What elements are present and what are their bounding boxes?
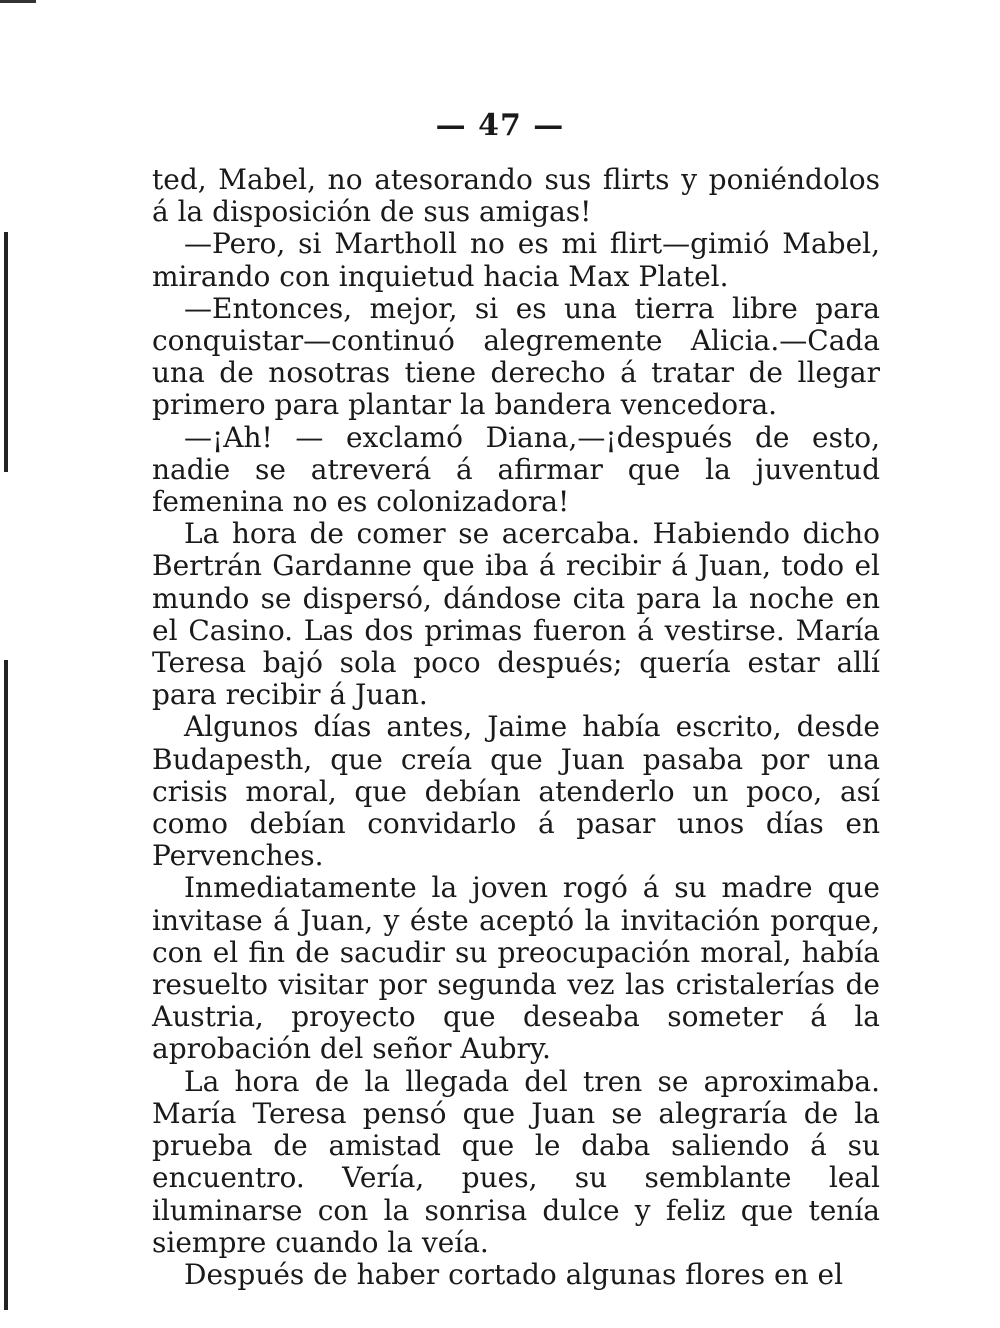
paragraph-7: Inmediatamente la joven rogó á su madre que invitase á Juan, y éste aceptó la invitación porque, con el fin de sacudir su preocupación moral, había resuelto visitar por segunda vez las cristalerías de Austria, proyecto que deseaba someter á la aprobación del señor Aubry. [152,871,880,1066]
paragraph-3: —Entonces, mejor, si es una tierra libre para conquistar—continuó alegremente Alicia.—Cada una de nosotras tiene derecho á tratar de llegar primero para plantar la bandera vencedora. [152,291,880,422]
paragraph-5: La hora de comer se acercaba. Habiendo dicho Bertrán Gardanne que iba á recibir á Juan, todo el mundo se dispersó, dándose cita para la noche en el Casino. Las dos primas fueron á vestirse. María Teresa bajó sola poco después; quería estar allí para recibir á Juan. [152,517,880,712]
paragraph-6: Algunos días antes, Jaime había escrito, desde Budapesth, que creía que Juan pasaba por una crisis moral, que debían atenderlo un poco, así como debían convidarlo á pasar unos días en Pervenches. [152,710,880,873]
scan-edge-mark [0,0,36,3]
paragraph-4: —¡Ah! — exclamó Diana,—¡después de esto, nadie se atreverá á afirmar que la juventud femenina no es colonizadora! [152,420,880,519]
body-text [152,164,880,1291]
page-number: — 47 — [435,108,565,143]
scan-edge-shadow-upper [4,232,8,472]
paragraph-1: ted, Mabel, no atesorando sus flirts y poniéndolos á la disposición de sus amigas! [152,163,880,229]
paragraph-2: —Pero, si Martholl no es mi flirt—gimió Mabel, mirando con inquietud hacia Max Platel. [152,227,880,293]
paragraph-8: La hora de la llegada del tren se aproximaba. María Teresa pensó que Juan se alegraría de la prueba de amistad que le daba saliendo á su encuentro. Vería, pues, su semblante leal iluminarse con la sonrisa dulce y feliz que tenía siempre cuando la veía. [152,1064,880,1259]
scan-edge-shadow-lower [4,660,8,1310]
paragraph-9: Después de haber cortado algunas flores en el [184,1257,844,1291]
